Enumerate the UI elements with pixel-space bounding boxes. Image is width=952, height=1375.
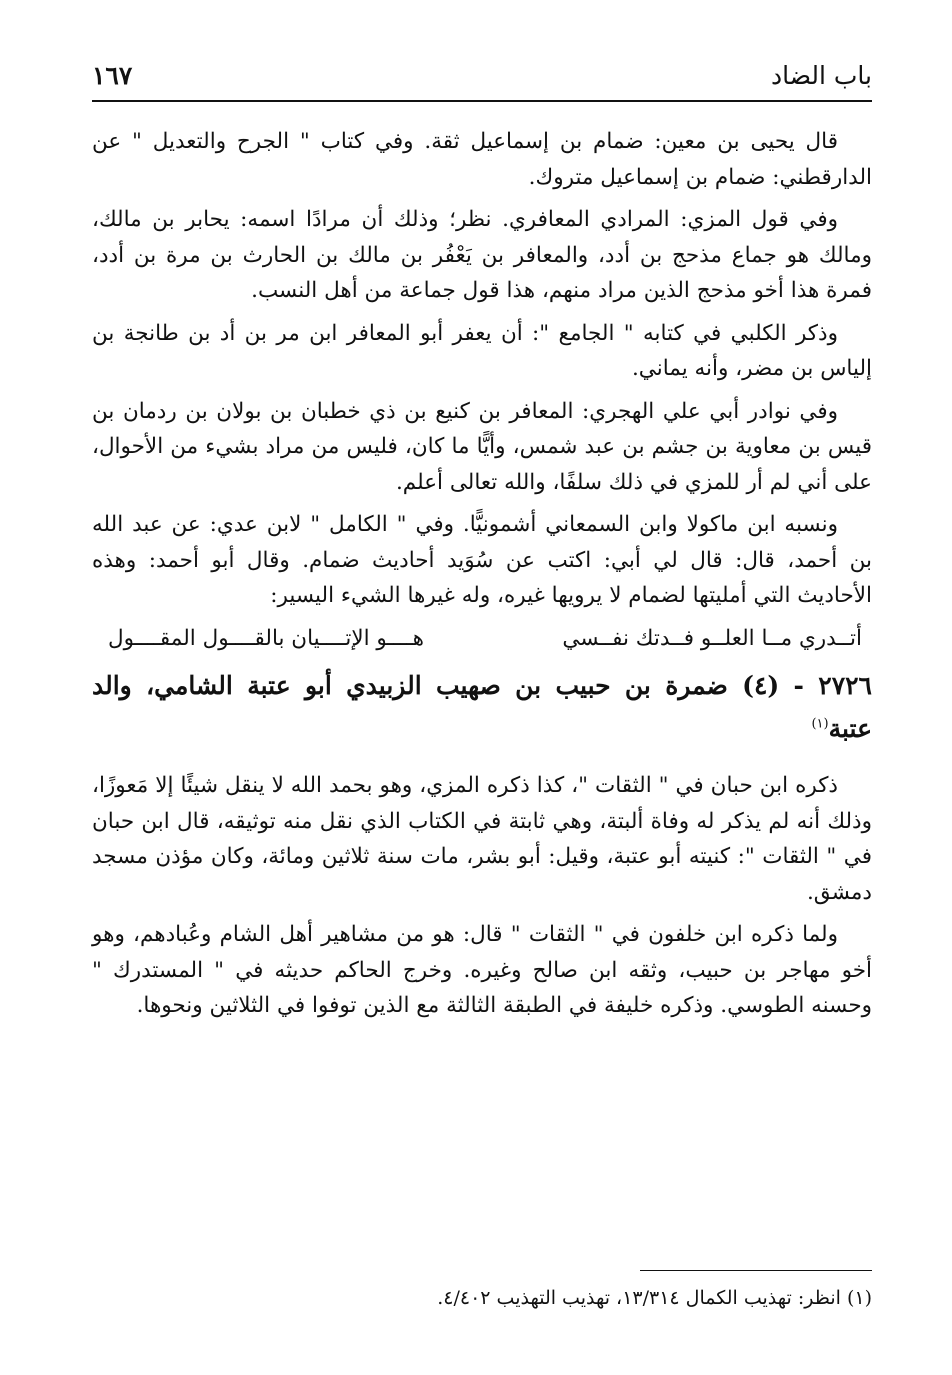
paragraph: وذكر الكلبي في كتابه " الجامع ": أن يعفر أبو المعافر ابن مر بن أد بن طانجة بن إلياس بن مضر، وأنه يماني. bbox=[92, 320, 872, 381]
page-number: ١٦٧ bbox=[92, 61, 133, 90]
footnote: (١) انظر: تهذيب الكمال ١٣/٣١٤، تهذيب التهذيب ٤/٤٠٢. bbox=[437, 1287, 872, 1309]
entry-heading-text: ٢٧٢٦ - (٤) ضمرة بن حبيب بن صهيب الزبيدي أبو عتبة الشامي، والد عتبة bbox=[92, 671, 872, 743]
paragraph: وفي قول المزي: المرادي المعافري. نظر؛ وذلك أن مرادًا اسمه: يحابر بن مالك، ومالك هو جماع مذحج بن أدد، والمعافر بن يَعْفُر بن مالك بن الحارث بن مرة بن أدد، فمرة هذا أخو مذحج الذين مراد منهم، هذا قول جماعة من أهل النسب. bbox=[92, 207, 872, 303]
paragraph: قال يحيى بن معين: ضمام بن إسماعيل ثقة. وفي كتاب " الجرح والتعديل " عن الدارقطني: ضمام بن إسماعيل متروك. bbox=[92, 129, 872, 190]
verse-second-hemistich: هــــو الإتــــيان بالقــــول المقــــول bbox=[108, 625, 425, 651]
header-divider bbox=[92, 100, 872, 102]
paragraph: ولما ذكره ابن خلفون في " الثقات " قال: هو من مشاهير أهل الشام وعُبادهم، وهو أخو مهاجر بن حبيب، وثقه ابن صالح وغيره. وخرج الحاكم حديثه في " المستدرك " وحسنه الطوسي. وذكره خليفة في الطبقة الثالثة مع الذين توفوا في الثلاثين ونحوها. bbox=[92, 922, 872, 1018]
chapter-title: باب الضاد bbox=[770, 61, 872, 90]
footnote-divider bbox=[640, 1270, 872, 1271]
paragraph: ذكره ابن حبان في " الثقات "، كذا ذكره المزي، وهو بحمد الله لا ينقل شيئًا إلا مَعوزًا، وذلك أنه لم يذكر له وفاة ألبتة، وهي ثابتة في الكتاب الذي نقل منه توثيقه، قال ابن حبان في " الثقات ": كنيته أبو عتبة، وقيل: أبو بشر، مات سنة ثلاثين ومائة، وكان مؤذن مسجد دمشق. bbox=[92, 773, 872, 905]
paragraph: وفي نوادر أبي علي الهجري: المعافر بن كنيع بن ذي خطبان بن بولان بن ردمان بن قيس بن معاوية بن جشم بن عبد شمس، وأيًّا ما كان، فليس من مراد بشيء من الأحوال، على أني لم أر للمزي في ذلك سلفًا، والله تعالى أعلم. bbox=[92, 398, 872, 495]
paragraph: ونسبه ابن ماكولا وابن السمعاني أشمونيًّا. وفي " الكامل " لابن عدي: عن عبد الله بن أحمد، قال: قال لي أبي: اكتب عن سُوَيد أحاديث ضمام. وقال أبو أحمد: وهذه الأحاديث التي أمليتها لضمام لا يرويها غيره، وله غيرها الشيء اليسير: bbox=[92, 512, 872, 608]
entry-heading bbox=[92, 664, 872, 750]
page-header bbox=[92, 58, 872, 98]
verse-first-hemistich: أتــدري مــا العلــو فــدتك نفــسي bbox=[562, 625, 862, 651]
poem-verse bbox=[92, 621, 872, 657]
footnote-marker: (١) bbox=[811, 716, 829, 732]
page-body bbox=[92, 124, 872, 1031]
